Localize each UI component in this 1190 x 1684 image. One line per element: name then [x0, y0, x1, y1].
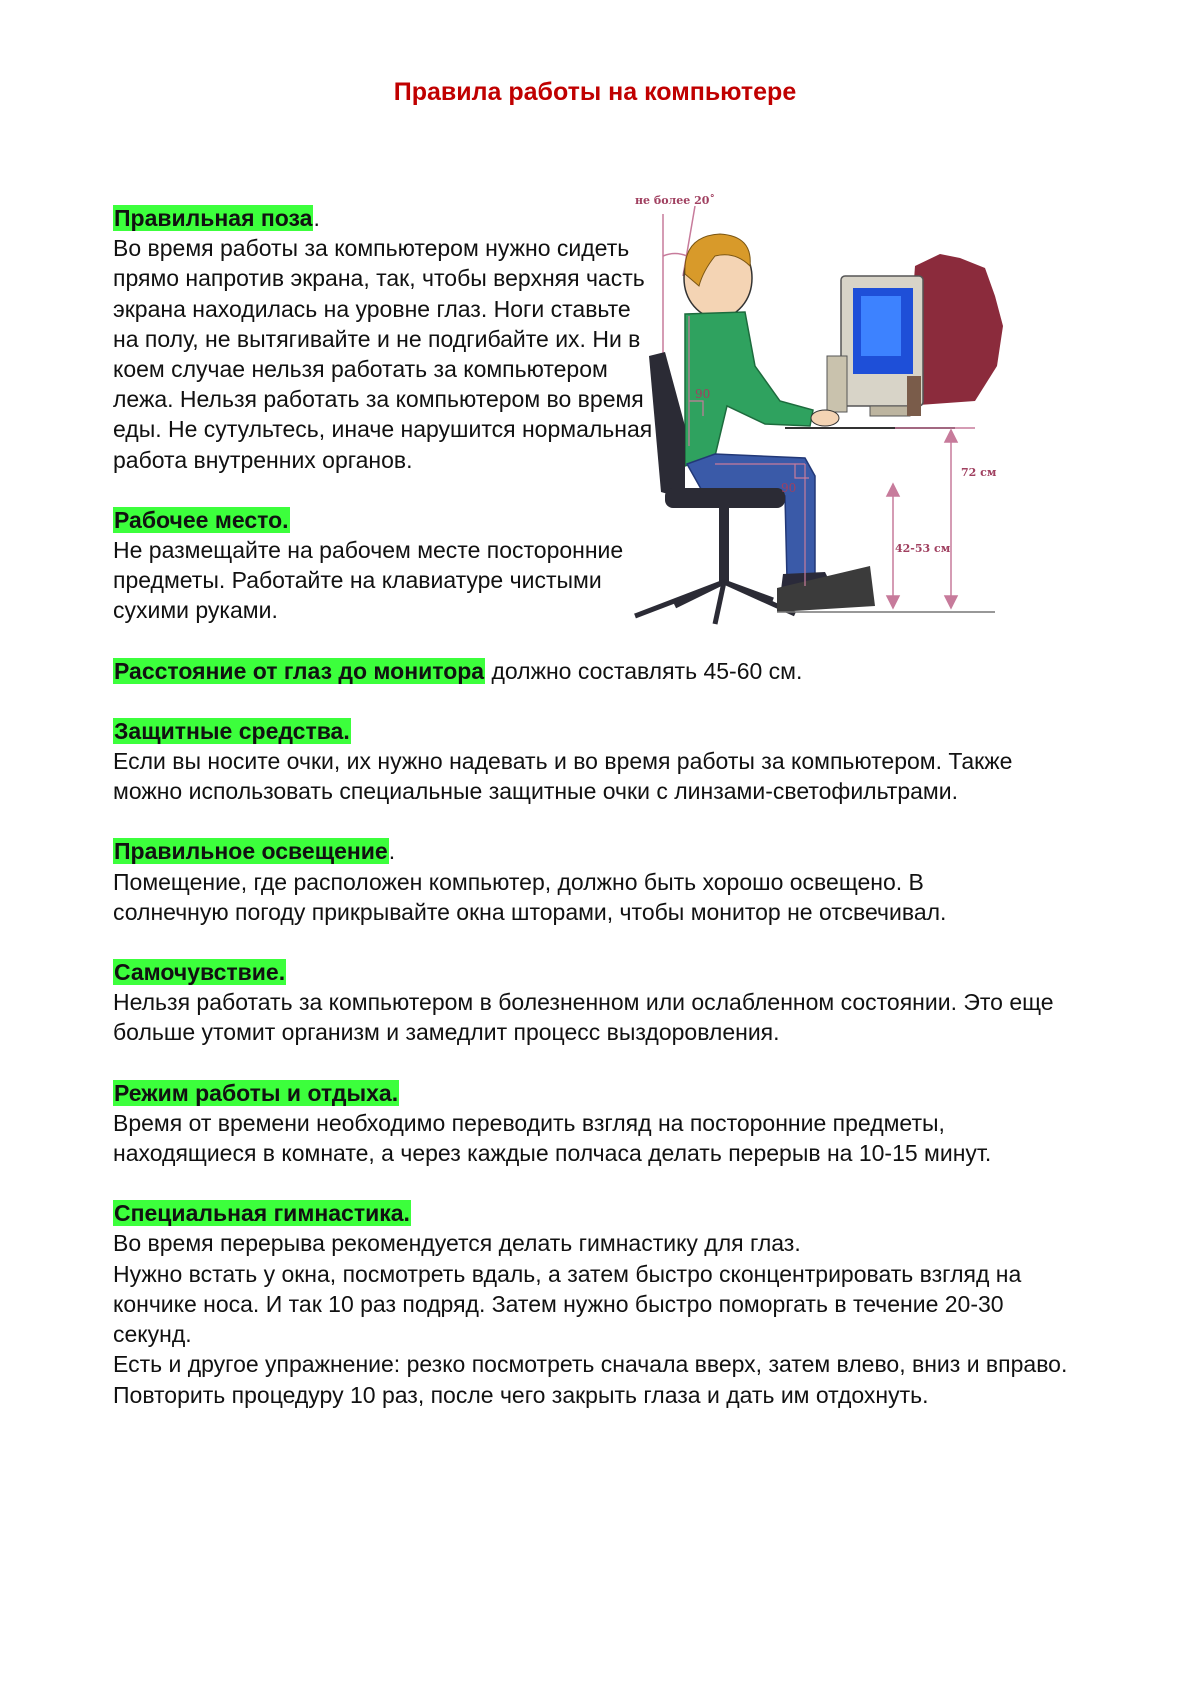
- section-heading: Правильное освещение: [114, 838, 388, 865]
- angle-limit-label: не более 20˚: [635, 194, 715, 207]
- section-wellbeing: [113, 957, 1093, 1048]
- heading-suffix: .: [313, 205, 320, 231]
- section-heading: Защитные средства.: [114, 717, 350, 744]
- rules-document: [113, 203, 1153, 1440]
- knee-angle-label: 90: [781, 481, 797, 495]
- section-gymnastics: [113, 1198, 1073, 1409]
- section-heading: Режим работы и отдыха.: [114, 1079, 399, 1106]
- section-workplace: [113, 505, 653, 626]
- page-title: Правила работы на компьютере: [393, 78, 797, 106]
- section-text: Помещение, где расположен компьютер, должно быть хорошо освещено. В солнечную погоду прикрывайте окна шторами, чтобы монитор не отсвечивал.: [113, 868, 947, 925]
- section-protection: [113, 716, 1013, 807]
- section-text: Во время работы за компьютером нужно сидеть прямо напротив экрана, так, чтобы верхняя часть экрана находилась на уровне глаз. Ноги ставьте на полу, не вытягивайте и не подгибайте их. Ни в коем случае нельзя работать за компьютером лежа. Нельзя работать за компьютером во время еды. Не сутультесь, иначе нарушится нормальная работа внутренних органов.: [113, 235, 653, 473]
- section-heading: Рабочее место.: [114, 506, 289, 533]
- section-heading: Расстояние от глаз до монитора: [114, 657, 485, 684]
- desk-height-label: 72 см: [961, 466, 997, 479]
- section-text: Нельзя работать за компьютером в болезненном или ослабленном состоянии. Это еще больше утомит организм и замедлит процесс выздоровления.: [113, 989, 1054, 1046]
- heading-suffix: должно составлять 45-60 см.: [485, 657, 803, 684]
- back-angle-label: 90: [695, 387, 711, 401]
- section-text: Во время перерыва рекомендуется делать гимнастику для глаз.: [113, 1230, 801, 1257]
- section-text: Не размещайте на рабочем месте посторонние предметы. Работайте на клавиатуре чистыми сухими руками.: [113, 537, 624, 624]
- section-work-rest: [113, 1078, 1073, 1169]
- section-heading: Специальная гимнастика.: [114, 1200, 410, 1227]
- heading-suffix: .: [388, 838, 396, 865]
- section-distance: [113, 656, 1153, 686]
- section-text: Время от времени необходимо переводить взгляд на посторонние предметы, находящиеся в комнате, а через каждые полчаса делать перерыв на 10-15 минут.: [113, 1109, 992, 1167]
- section-lighting: [113, 836, 1023, 927]
- section-heading: Самочувствие.: [114, 959, 286, 986]
- section-heading: Правильная поза: [114, 205, 313, 231]
- section-posture: [113, 203, 653, 475]
- section-text: Есть и другое упражнение: резко посмотреть сначала вверх, затем влево, вниз и вправо. Повторить процедуру 10 раз, после чего закрыть глаза и дать им отдохнуть.: [113, 1351, 1068, 1408]
- seat-height-label: 42-53 см: [895, 542, 951, 555]
- section-text: Если вы носите очки, их нужно надевать и во время работы за компьютером. Также можно использовать специальные защитные очки с линзами-светофильтрами.: [113, 748, 1013, 805]
- section-text: Нужно встать у окна, посмотреть вдаль, а затем быстро сконцентрировать взгляд на кончике носа. И так 10 раз подряд. Затем нужно быстро поморгать в течение 20-30 секунд.: [113, 1260, 1022, 1348]
